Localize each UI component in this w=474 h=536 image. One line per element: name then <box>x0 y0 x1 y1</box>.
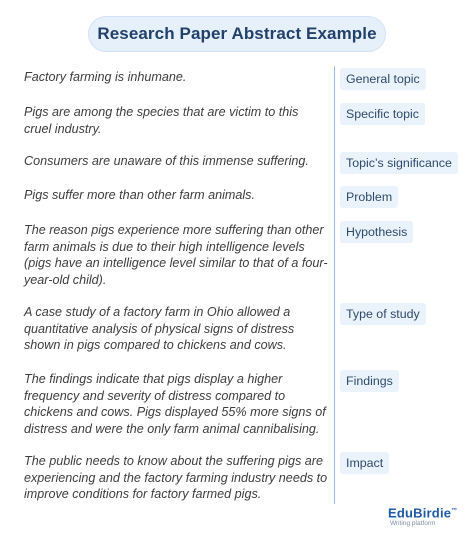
edubirdie-logo <box>388 504 468 532</box>
logo-tagline: Writing platform <box>390 520 436 528</box>
abstract-sentence-impact: The public needs to know about the suffering pigs are experiencing and the factory farming industry needs to improve conditions for factory farmed pigs. <box>24 454 328 502</box>
logo-name: EduBirdie <box>388 505 452 521</box>
abstract-sentence-hypothesis: The reason pigs experience more suffering than other farm animals is due to their high intelligence levels (pigs have an intelligence level similar to that of a four-year-old child). <box>24 223 328 287</box>
label-general-topic: General topic <box>340 68 426 90</box>
abstract-sentence-type-of-study: A case study of a factory farm in Ohio allowed a quantitative analysis of physical signs of distress shown in pigs compared to chickens and cows. <box>24 305 295 353</box>
label-hypothesis: Hypothesis <box>340 221 413 243</box>
label-problem: Problem <box>340 186 398 208</box>
logo-trademark: ™ <box>451 508 458 514</box>
logo-wordmark <box>388 504 468 520</box>
column-divider <box>334 66 335 504</box>
abstract-sentence-specific-topic: Pigs are among the species that are victim to this cruel industry. <box>24 105 299 136</box>
label-topic-significance: Topic’s significance <box>340 152 458 174</box>
abstract-sentence-problem: Pigs suffer more than other farm animals. <box>24 188 255 202</box>
label-findings: Findings <box>340 370 399 392</box>
label-specific-topic: Specific topic <box>340 103 425 125</box>
abstract-sentence-findings: The findings indicate that pigs display a higher frequency and severity of distress compared to chickens and cows. Pigs displayed 55% more signs of distress and were the only farm animal cannibalising. <box>24 372 326 436</box>
page-title: Research Paper Abstract Example <box>88 16 386 52</box>
abstract-sentence-topic-significance: Consumers are unaware of this immense suffering. <box>24 154 309 168</box>
label-type-of-study: Type of study <box>340 303 426 325</box>
abstract-sentence-general-topic: Factory farming is inhumane. <box>24 70 187 84</box>
label-impact: Impact <box>340 452 389 474</box>
